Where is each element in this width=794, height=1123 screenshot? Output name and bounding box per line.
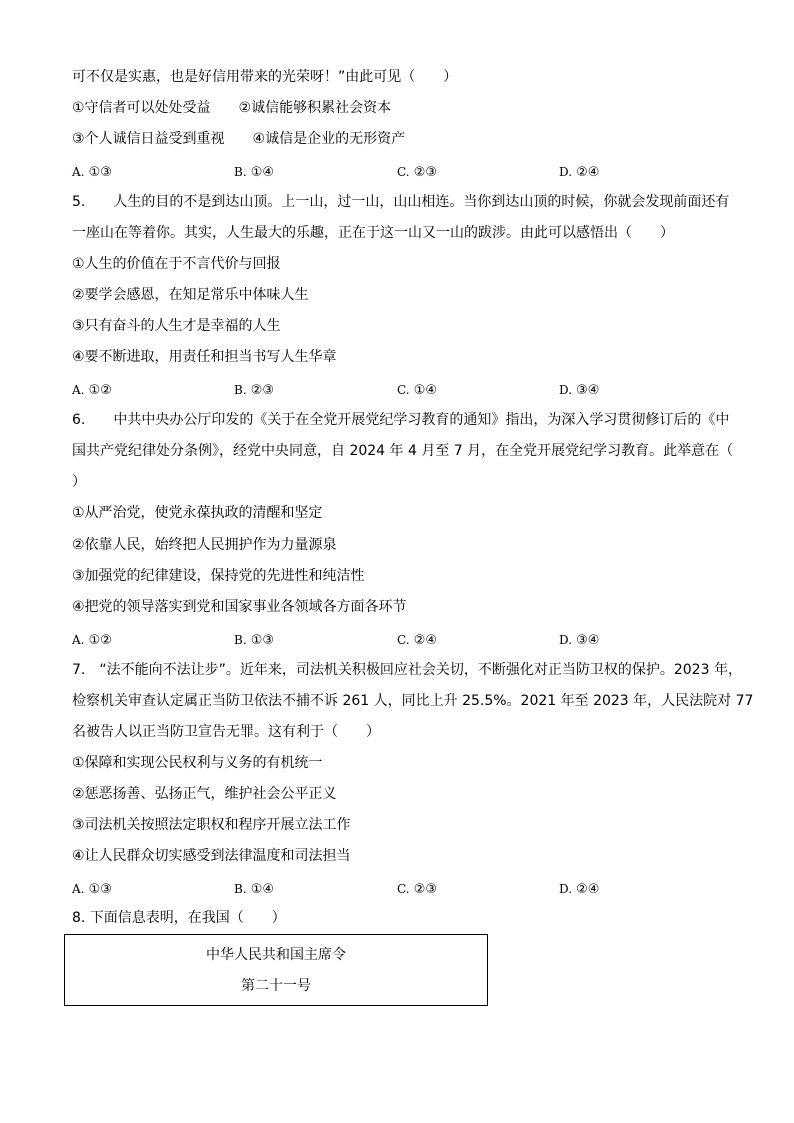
q6-option-d: D. ③④ [559, 633, 600, 648]
q4-options [72, 162, 692, 182]
q7-statement-1: ①保障和实现公民权利与义务的有机统一 [72, 755, 323, 771]
q4-statement-row-2: ③个人诚信日益受到重视 ④诚信是企业的无形资产 [72, 131, 406, 147]
q4-option-a: A. ①③ [72, 165, 112, 180]
q6-statement-3: ③加强党的纪律建设，保持党的先进性和纯洁性 [72, 568, 365, 584]
q7-statement-4: ④让人民群众切实感受到法律温度和司法担当 [72, 848, 351, 864]
q5-options [72, 380, 692, 400]
q6-stem-line-3: ） [72, 474, 86, 490]
q4-statement-row-1: ①守信者可以处处受益 ②诚信能够积累社会资本 [72, 100, 392, 116]
q5-option-d: D. ③④ [559, 383, 600, 398]
q5-stem-line-2: 一座山在等着你。其实，人生最大的乐趣，正在于这一山又一山的跋涉。由此可以感悟出（ ） [72, 225, 674, 241]
q5-option-c: C. ①④ [397, 383, 438, 398]
q7-stem-line-2: 检察机关审查认定属正当防卫依法不捕不诉 261 人，同比上升 25.5%。2021 年至 2023 年，人民法院对 77 [72, 693, 754, 709]
q7-stem-line-1: 7. “法不能向不法让步”。近年来，司法机关积极回应社会关切，不断强化对正当防卫权的保护。2023 年， [72, 662, 742, 678]
q7-option-b: B. ①④ [234, 882, 275, 897]
q7-statement-2: ②惩恶扬善、弘扬正气，维护社会公平正义 [72, 786, 337, 802]
q7-option-d: D. ②④ [559, 882, 600, 897]
q6-option-a: A. ①② [72, 633, 112, 648]
presidential-order-title: 中华人民共和国主席令 [206, 947, 346, 963]
q7-option-c: C. ②③ [397, 882, 438, 897]
q5-option-b: B. ②③ [234, 383, 275, 398]
q4-stem-tail: 可不仅是实惠，也是好信用带来的光荣呀！”由此可见（ ） [72, 69, 458, 85]
q6-stem-line-1: 6. 中共中央办公厅印发的《关于在全党开展党纪学习教育的通知》指出，为深入学习贯彻修订后的《中 [72, 412, 730, 428]
q4-option-b: B. ①④ [234, 165, 275, 180]
q7-stem-line-3: 名被告人以正当防卫宣告无罪。这有利于（ ） [72, 724, 380, 740]
q6-option-b: B. ①③ [234, 633, 275, 648]
q6-statement-4: ④把党的领导落实到党和国家事业各领域各方面各环节 [72, 599, 407, 615]
q7-options [72, 879, 692, 899]
q7-statement-3: ③司法机关按照法定职权和程序开展立法工作 [72, 817, 351, 833]
q6-stem-line-2: 国共产党纪律处分条例》，经党中央同意，自 2024 年 4 月至 7 月，在全党开展党纪学习教育。此举意在（ [72, 443, 734, 459]
q5-statement-2: ②要学会感恩，在知足常乐中体味人生 [72, 287, 309, 303]
q5-statement-3: ③只有奋斗的人生才是幸福的人生 [72, 318, 281, 334]
q4-option-d: D. ②④ [559, 165, 600, 180]
presidential-order-number: 第二十一号 [241, 978, 311, 994]
q6-statement-2: ②依靠人民，始终把人民拥护作为力量源泉 [72, 537, 337, 553]
q5-statement-1: ①人生的价值在于不言代价与回报 [72, 256, 281, 272]
presidential-order-box [64, 934, 488, 1006]
q7-option-a: A. ①③ [72, 882, 112, 897]
q8-stem: 8. 下面信息表明，在我国（ ） [72, 910, 286, 926]
q5-option-a: A. ①② [72, 383, 112, 398]
q5-stem-line-1: 5. 人生的目的不是到达山顶。上一山，过一山，山山相连。当你到达山顶的时候，你就会发现前面还有 [72, 194, 730, 210]
q6-statement-1: ①从严治党，使党永葆执政的清醒和坚定 [72, 505, 323, 521]
q6-options [72, 630, 692, 650]
q6-option-c: C. ②④ [397, 633, 438, 648]
q4-option-c: C. ②③ [397, 165, 438, 180]
q5-statement-4: ④要不断进取，用责任和担当书写人生华章 [72, 349, 337, 365]
